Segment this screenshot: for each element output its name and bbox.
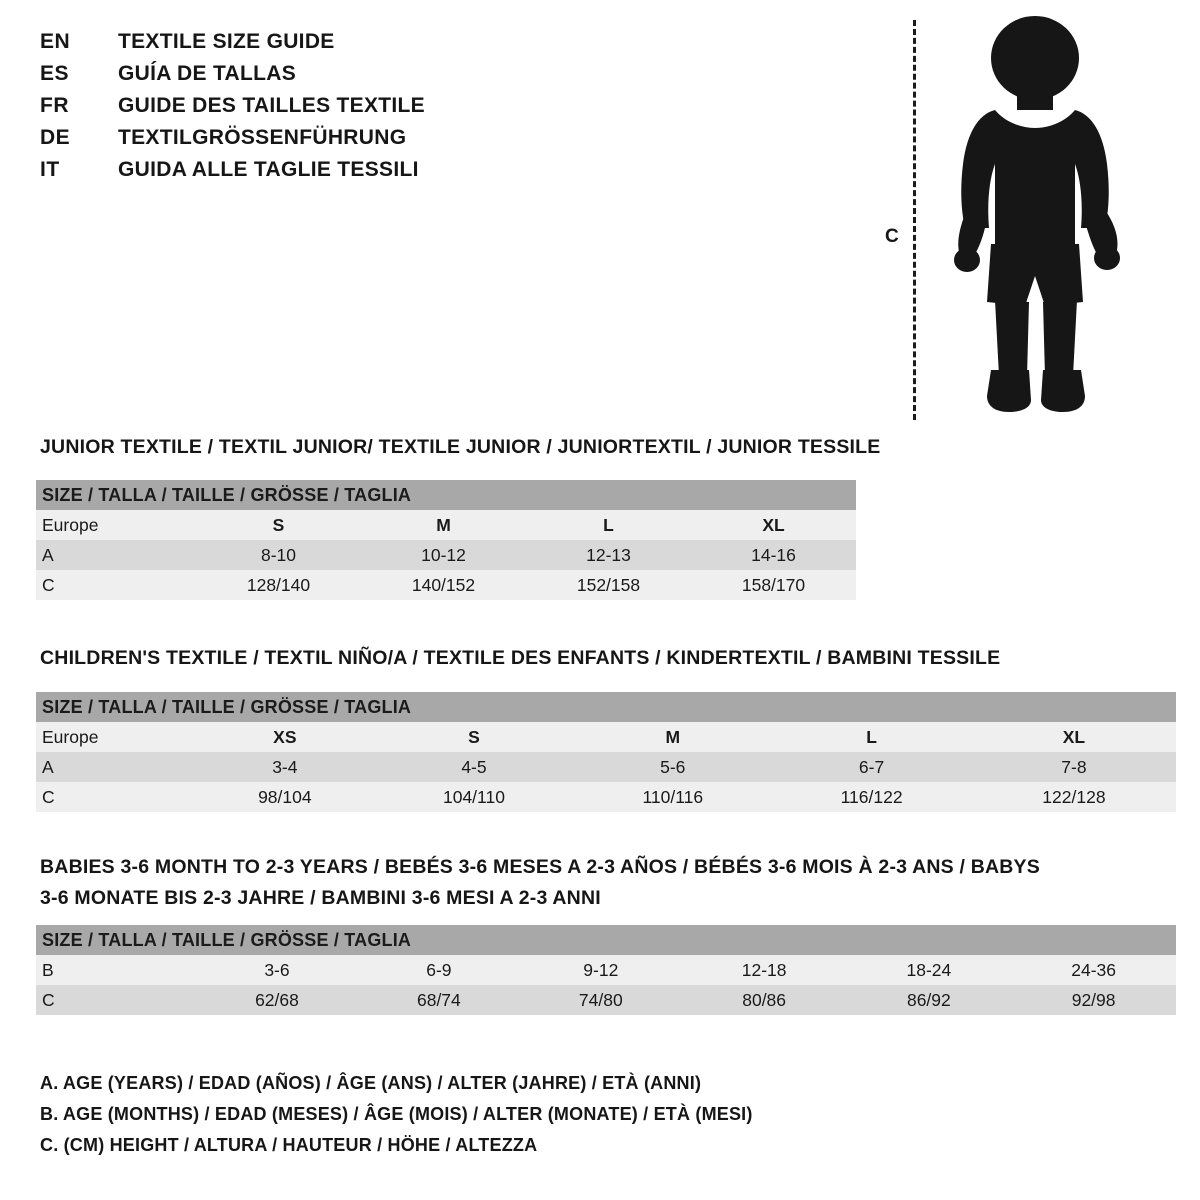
cell: L bbox=[771, 722, 972, 752]
babies-size-table bbox=[36, 925, 1176, 1015]
row-label: C bbox=[36, 985, 196, 1015]
language-title: TEXTILGRÖSSENFÜHRUNG bbox=[118, 126, 407, 149]
cell: 3-6 bbox=[196, 955, 358, 985]
cell: 4-5 bbox=[374, 752, 575, 782]
cell: XS bbox=[196, 722, 374, 752]
section-title-children: CHILDREN'S TEXTILE / TEXTIL NIÑO/A / TEXTILE DES ENFANTS / KINDERTEXTIL / BAMBINI TESSILE bbox=[40, 647, 1001, 669]
legend-block bbox=[40, 1068, 1140, 1161]
row-label: Europe bbox=[36, 510, 196, 540]
cell: 12-13 bbox=[526, 540, 691, 570]
legend-line-a: A. AGE (YEARS) / EDAD (AÑOS) / ÂGE (ANS) / ALTER (JAHRE) / ETÀ (ANNI) bbox=[40, 1073, 702, 1093]
cell: 92/98 bbox=[1011, 985, 1176, 1015]
cell: 68/74 bbox=[358, 985, 520, 1015]
cell: 3-4 bbox=[196, 752, 374, 782]
section-title-junior: JUNIOR TEXTILE / TEXTIL JUNIOR/ TEXTILE JUNIOR / JUNIORTEXTIL / JUNIOR TESSILE bbox=[40, 436, 881, 458]
legend-line-c: C. (CM) HEIGHT / ALTURA / HAUTEUR / HÖHE / ALTEZZA bbox=[40, 1135, 538, 1155]
height-dashed-line bbox=[913, 20, 916, 420]
cell: 24-36 bbox=[1011, 955, 1176, 985]
language-row-it bbox=[40, 158, 740, 190]
cell: 10-12 bbox=[361, 540, 526, 570]
row-label: C bbox=[36, 570, 196, 600]
language-code: DE bbox=[40, 126, 71, 149]
table-row bbox=[36, 722, 1176, 752]
language-row-es bbox=[40, 62, 740, 94]
cell: 116/122 bbox=[771, 782, 972, 812]
table-header-row bbox=[36, 925, 1176, 955]
cell: 6-7 bbox=[771, 752, 972, 782]
table-row bbox=[36, 752, 1176, 782]
row-label: C bbox=[36, 782, 196, 812]
table-header-label: SIZE / TALLA / TAILLE / GRÖSSE / TAGLIA bbox=[36, 925, 1176, 955]
height-measure-label: C bbox=[885, 226, 899, 247]
cell: 152/158 bbox=[526, 570, 691, 600]
table-row bbox=[36, 955, 1176, 985]
cell: L bbox=[526, 510, 691, 540]
cell: 7-8 bbox=[972, 752, 1176, 782]
cell: 18-24 bbox=[847, 955, 1012, 985]
cell: 6-9 bbox=[358, 955, 520, 985]
table-row bbox=[36, 985, 1176, 1015]
cell: 140/152 bbox=[361, 570, 526, 600]
measurement-figure bbox=[885, 14, 1145, 424]
cell: 14-16 bbox=[691, 540, 856, 570]
cell: 8-10 bbox=[196, 540, 361, 570]
language-title: GUIDA ALLE TAGLIE TESSILI bbox=[118, 158, 419, 181]
cell: 9-12 bbox=[520, 955, 682, 985]
table-header-row bbox=[36, 480, 856, 510]
table-row bbox=[36, 570, 856, 600]
cell: S bbox=[374, 722, 575, 752]
table-header-label: SIZE / TALLA / TAILLE / GRÖSSE / TAGLIA bbox=[36, 480, 856, 510]
language-code: IT bbox=[40, 158, 60, 181]
language-header bbox=[40, 30, 740, 190]
junior-size-table bbox=[36, 480, 856, 600]
language-row-en bbox=[40, 30, 740, 62]
cell: 128/140 bbox=[196, 570, 361, 600]
language-row-fr bbox=[40, 94, 740, 126]
language-row-de bbox=[40, 126, 740, 158]
cell: XL bbox=[691, 510, 856, 540]
language-code: ES bbox=[40, 62, 70, 85]
cell: 98/104 bbox=[196, 782, 374, 812]
cell: XL bbox=[972, 722, 1176, 752]
row-label: A bbox=[36, 540, 196, 570]
cell: 86/92 bbox=[847, 985, 1012, 1015]
table-row bbox=[36, 510, 856, 540]
table-row bbox=[36, 540, 856, 570]
cell: 74/80 bbox=[520, 985, 682, 1015]
row-label: Europe bbox=[36, 722, 196, 752]
cell: 110/116 bbox=[574, 782, 771, 812]
table-header-label: SIZE / TALLA / TAILLE / GRÖSSE / TAGLIA bbox=[36, 692, 1176, 722]
table-row bbox=[36, 782, 1176, 812]
row-label: B bbox=[36, 955, 196, 985]
legend-line-b: B. AGE (MONTHS) / EDAD (MESES) / ÂGE (MOIS) / ALTER (MONATE) / ETÀ (MESI) bbox=[40, 1104, 753, 1124]
cell: 5-6 bbox=[574, 752, 771, 782]
row-label: A bbox=[36, 752, 196, 782]
children-size-table bbox=[36, 692, 1176, 812]
section-title-babies: BABIES 3-6 MONTH TO 2-3 YEARS / BEBÉS 3-6 MESES A 2-3 AÑOS / BÉBÉS 3-6 MOIS À 2-3 ANS / BABYS 3-6 MONATE BIS 2-3 JAHRE / BAMBINI 3-6 MESI A 2-3 ANNI bbox=[40, 856, 1040, 909]
cell: 122/128 bbox=[972, 782, 1176, 812]
cell: S bbox=[196, 510, 361, 540]
language-title: TEXTILE SIZE GUIDE bbox=[118, 30, 335, 53]
language-code: FR bbox=[40, 94, 69, 117]
language-code: EN bbox=[40, 30, 71, 53]
language-title: GUÍA DE TALLAS bbox=[118, 62, 297, 85]
child-silhouette-icon bbox=[925, 14, 1145, 424]
table-header-row bbox=[36, 692, 1176, 722]
cell: 12-18 bbox=[682, 955, 847, 985]
cell: 80/86 bbox=[682, 985, 847, 1015]
cell: M bbox=[361, 510, 526, 540]
cell: 62/68 bbox=[196, 985, 358, 1015]
cell: 104/110 bbox=[374, 782, 575, 812]
cell: M bbox=[574, 722, 771, 752]
cell: 158/170 bbox=[691, 570, 856, 600]
language-title: GUIDE DES TAILLES TEXTILE bbox=[118, 94, 425, 117]
